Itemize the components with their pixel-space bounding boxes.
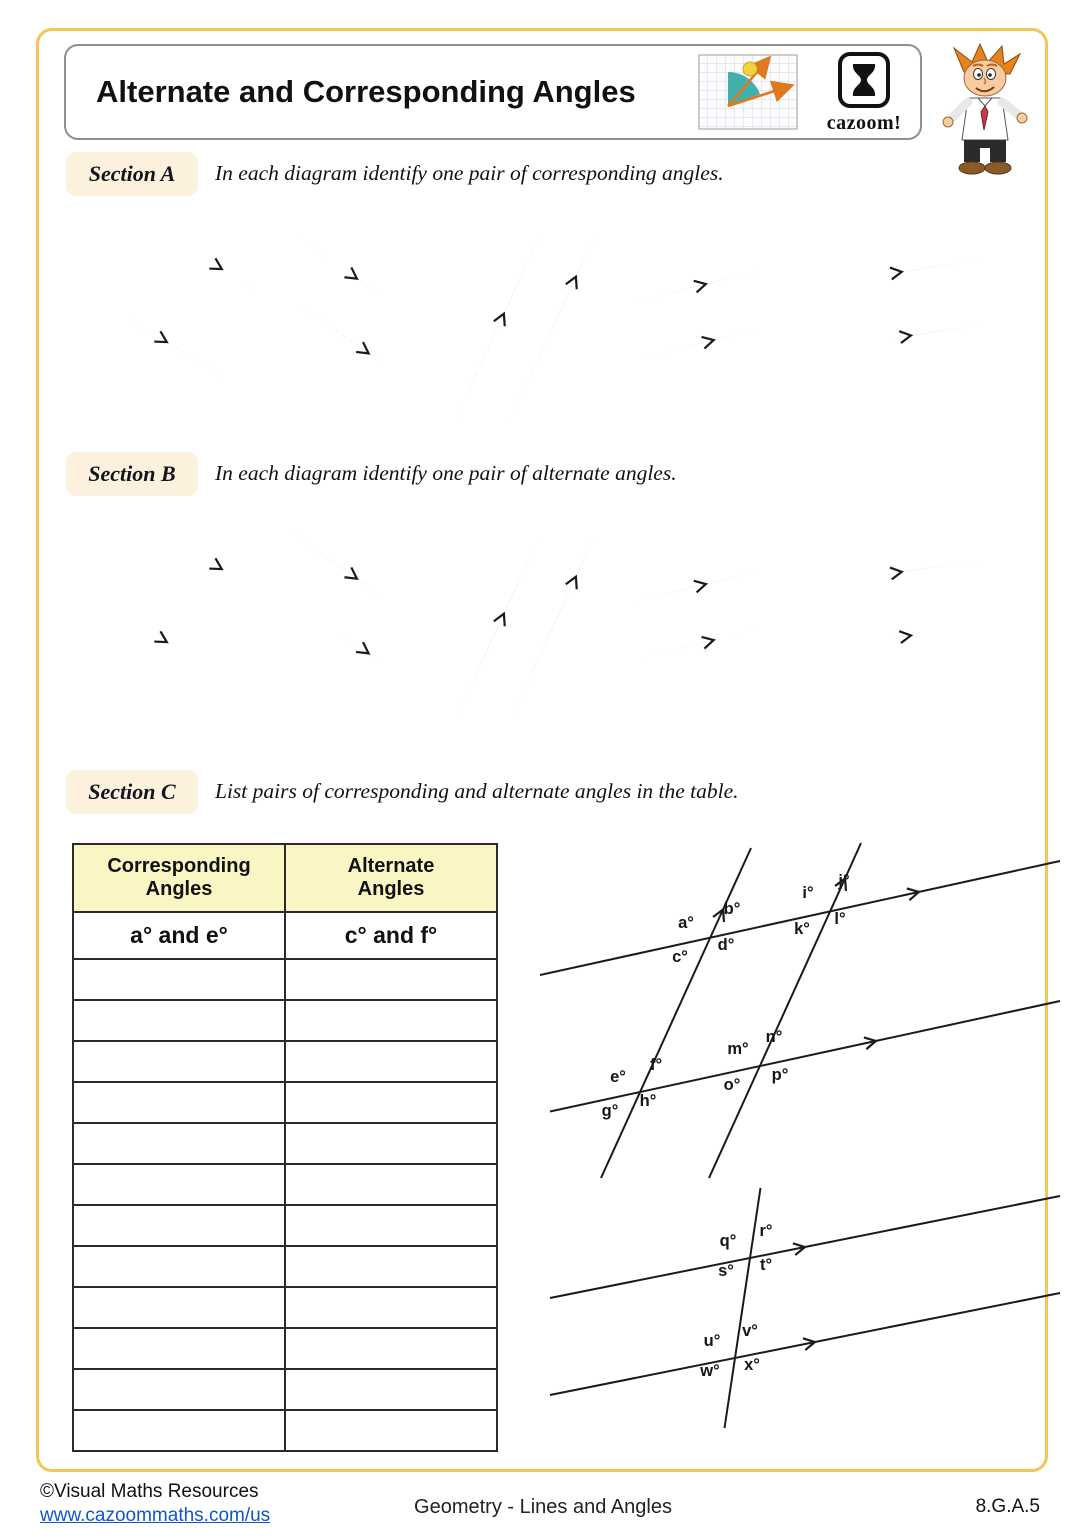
section-b-instruction: In each diagram identify one pair of alternate angles.	[215, 461, 677, 485]
cazoom-logo	[816, 51, 912, 135]
empty-cell	[285, 1287, 497, 1328]
transversal-line	[601, 848, 751, 1178]
col-header-alternate: Alternate Angles	[285, 844, 497, 912]
diagram-a5	[795, 248, 980, 373]
empty-cell	[73, 959, 285, 1000]
footer-copyright: ©Visual Maths Resources	[40, 1481, 259, 1502]
angle-label-s: s°	[718, 1262, 734, 1280]
section-a-label: Section A	[66, 152, 198, 196]
empty-cell	[285, 1328, 497, 1369]
empty-cell	[285, 959, 497, 1000]
mascot-pants	[964, 140, 1006, 162]
page-title: Alternate and Corresponding Angles	[96, 74, 636, 109]
empty-row	[73, 1410, 497, 1451]
angle-label-w: w°	[700, 1362, 720, 1380]
cazoom-logo-text: cazoom!	[826, 112, 902, 134]
answer-table-header-row	[73, 844, 497, 912]
angle-label-u: u°	[703, 1332, 721, 1350]
section-c-label: Section C	[66, 770, 198, 814]
angle-label-k: k°	[794, 920, 810, 938]
angle-label-a: a°	[678, 914, 694, 932]
empty-cell	[285, 1000, 497, 1041]
parallel-line	[550, 1293, 1060, 1395]
diagram-a4	[608, 248, 763, 393]
angle-label-b: b°	[723, 900, 741, 918]
diagram-b4	[608, 548, 763, 693]
empty-row	[73, 1000, 497, 1041]
empty-cell	[285, 1041, 497, 1082]
empty-cell	[285, 1205, 497, 1246]
diagram-a3	[435, 225, 600, 420]
diagram-a1	[80, 215, 265, 395]
dot-icon	[743, 62, 757, 76]
empty-row	[73, 1205, 497, 1246]
angle-label-v: v°	[742, 1322, 758, 1340]
empty-cell	[285, 1246, 497, 1287]
empty-row	[73, 1369, 497, 1410]
empty-cell	[73, 1287, 285, 1328]
angle-label-c: c°	[672, 948, 688, 966]
empty-row	[73, 1287, 497, 1328]
parallel-line	[550, 1001, 1060, 1112]
empty-row	[73, 1164, 497, 1205]
angle-label-n: n°	[765, 1028, 783, 1046]
angle-label-p: p°	[771, 1066, 789, 1084]
angle-label-r: r°	[759, 1222, 773, 1240]
empty-cell	[73, 1041, 285, 1082]
answer-table-body	[73, 912, 497, 1451]
empty-row	[73, 1246, 497, 1287]
section-c-instruction: List pairs of corresponding and alternate angles in the table.	[215, 779, 739, 803]
diagram-b1	[80, 515, 265, 695]
angle-label-q: q°	[719, 1232, 737, 1250]
section-c-diagram	[540, 838, 1070, 1458]
empty-row	[73, 1082, 497, 1123]
empty-cell	[73, 1328, 285, 1369]
mascot-character	[928, 42, 1040, 184]
diagram-a2	[287, 218, 432, 403]
empty-cell	[73, 1164, 285, 1205]
diagram-b2	[287, 518, 432, 703]
empty-cell	[73, 1410, 285, 1451]
footer-topic: Geometry - Lines and Angles	[414, 1496, 672, 1518]
angle-label-g: g°	[601, 1102, 619, 1120]
angle-label-l: l°	[834, 910, 846, 928]
angle-label-f: f°	[649, 1056, 663, 1074]
empty-cell	[73, 1082, 285, 1123]
answer-cell-corresponding: a° and e°	[73, 912, 285, 959]
diagram-b3	[435, 525, 600, 720]
empty-cell	[285, 1123, 497, 1164]
angle-label-o: o°	[723, 1076, 741, 1094]
angle-label-i: i°	[802, 884, 814, 902]
angle-label-j: j°	[838, 872, 850, 890]
angle-label-e: e°	[610, 1068, 626, 1086]
empty-cell	[73, 1000, 285, 1041]
empty-cell	[285, 1082, 497, 1123]
empty-row	[73, 1328, 497, 1369]
empty-cell	[73, 1369, 285, 1410]
angle-label-x: x°	[744, 1356, 760, 1374]
empty-cell	[285, 1410, 497, 1451]
empty-row	[73, 1123, 497, 1164]
parallel-line	[550, 1196, 1060, 1298]
angle-label-h: h°	[639, 1092, 657, 1110]
angle-label-m: m°	[727, 1040, 749, 1058]
header	[64, 44, 922, 140]
transversal-line	[709, 843, 861, 1178]
footer-standard-code: 8.G.A.5	[975, 1496, 1040, 1517]
section-a-instruction: In each diagram identify one pair of corresponding angles.	[215, 161, 724, 185]
empty-row	[73, 1041, 497, 1082]
col-header-corresponding: Corresponding Angles	[73, 844, 285, 912]
footer-website-link[interactable]: www.cazoommaths.com/us	[40, 1505, 271, 1526]
diagram-b5	[795, 548, 980, 673]
answer-row	[73, 912, 497, 959]
empty-row	[73, 959, 497, 1000]
section-b-label: Section B	[66, 452, 198, 496]
empty-cell	[285, 1369, 497, 1410]
answer-table	[72, 843, 498, 1452]
answer-cell-alternate: c° and f°	[285, 912, 497, 959]
angle-label-d: d°	[717, 936, 735, 954]
empty-cell	[285, 1164, 497, 1205]
angle-label-t: t°	[759, 1256, 773, 1274]
empty-cell	[73, 1246, 285, 1287]
parallel-line	[540, 861, 1060, 975]
transversal-line	[725, 1188, 761, 1428]
empty-cell	[73, 1205, 285, 1246]
cazoom-logo-icon	[837, 51, 891, 109]
empty-cell	[73, 1123, 285, 1164]
angles-graph-icon	[698, 54, 798, 130]
